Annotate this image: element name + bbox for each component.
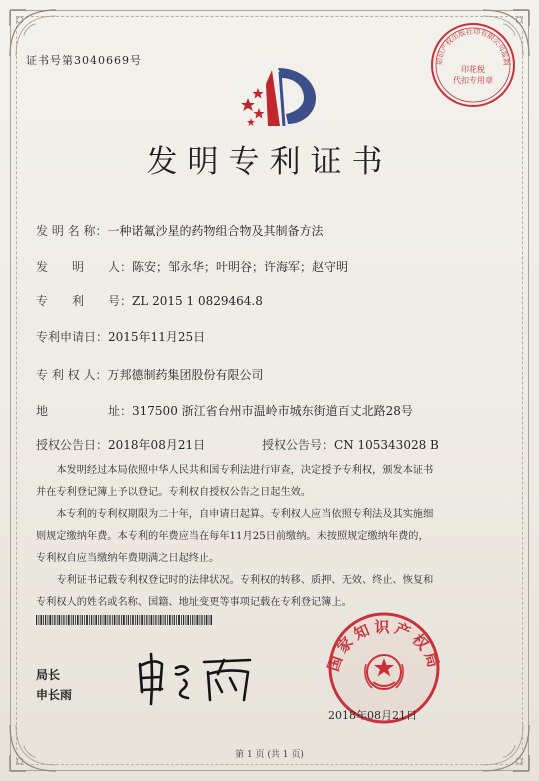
body-line: 专利权自应当缴纳年费期满之日起终止。 xyxy=(36,553,220,564)
seal-date: 2018年08月21日 xyxy=(328,709,417,722)
filing-date-value: 2015年11月25日 xyxy=(108,330,206,344)
tax-stamp-ring-text: 知识产权出版社印有限公司监制 xyxy=(435,27,511,66)
address-field xyxy=(36,402,413,419)
patentee-field xyxy=(36,366,263,383)
tax-stamp-line-1: 印花税 xyxy=(461,65,485,74)
barcode xyxy=(36,615,212,625)
director-signature xyxy=(132,650,272,706)
grant-date-label: 授权公告日： xyxy=(36,438,109,452)
certificate-body xyxy=(36,460,506,614)
body-line: 专利证书记载专利权登记时的法律状况。专利权的转移、质押、无效、终止、恢复和 xyxy=(36,575,434,586)
grant-number-label: 授权公告号： xyxy=(262,438,335,452)
patent-number-field xyxy=(36,292,263,309)
patentee-value: 万邦德制药集团股份有限公司 xyxy=(107,368,264,382)
certificate-number: 证书号第3040669号 xyxy=(26,54,142,67)
body-line: 专利权人的姓名或名称、国籍、地址变更等事项记载在专利登记簿上。 xyxy=(36,597,352,608)
filing-date-label: 专利申请日： xyxy=(36,330,109,344)
page-indicator: 第 1 页 (共 1 页) xyxy=(235,750,304,760)
patent-number-label: 专 利 号： xyxy=(36,294,133,308)
invention-name-field xyxy=(36,222,323,239)
patent-office-emblem-icon xyxy=(228,64,328,130)
inventors-label: 发 明 人： xyxy=(36,260,133,274)
address-label: 地 址： xyxy=(36,404,133,418)
grant-number-field xyxy=(262,436,439,453)
grant-date-value: 2018年08月21日 xyxy=(108,438,206,452)
seal-text: 国家知识产权局 xyxy=(324,618,444,674)
tax-stamp xyxy=(428,20,518,110)
body-line: 则规定缴纳年费。本专利的年费应当在每年11月25日前缴纳。未按照规定缴纳年费的， xyxy=(36,531,429,542)
grant-date-field xyxy=(36,436,205,453)
patent-number-value: ZL 2015 1 0829464.8 xyxy=(132,294,263,308)
invention-name-label: 发 明 名 称： xyxy=(36,224,108,238)
patentee-label: 专 利 权 人： xyxy=(36,368,108,382)
grant-number-value: CN 105343028 B xyxy=(334,438,439,452)
tax-stamp-line-2: 代扣专用章 xyxy=(453,76,493,85)
inventors-value: 陈安；邹永华；叶明谷；许海军；赵守明 xyxy=(132,260,349,274)
address-value: 317500 浙江省台州市温岭市城东街道百丈北路28号 xyxy=(132,404,413,418)
inventors-field xyxy=(36,258,348,275)
body-line: 本专利的专利权期限为二十年，自申请日起算。专利权人应当依照专利法及其实施细 xyxy=(36,509,434,520)
filing-date-field xyxy=(36,328,205,345)
certificate-title: 发明专利证书 xyxy=(146,144,393,180)
invention-name-value: 一种诺氟沙星的药物组合物及其制备方法 xyxy=(107,224,324,238)
director-name: 申长雨 xyxy=(36,688,73,702)
director-title: 局长 xyxy=(36,668,61,682)
body-line: 本发明经过本局依照中华人民共和国专利法进行审查，决定授予专利权，颁发本证书 xyxy=(36,465,434,476)
body-line: 并在专利登记簿上予以登记。专利权自授权公告之日起生效。 xyxy=(36,487,312,498)
